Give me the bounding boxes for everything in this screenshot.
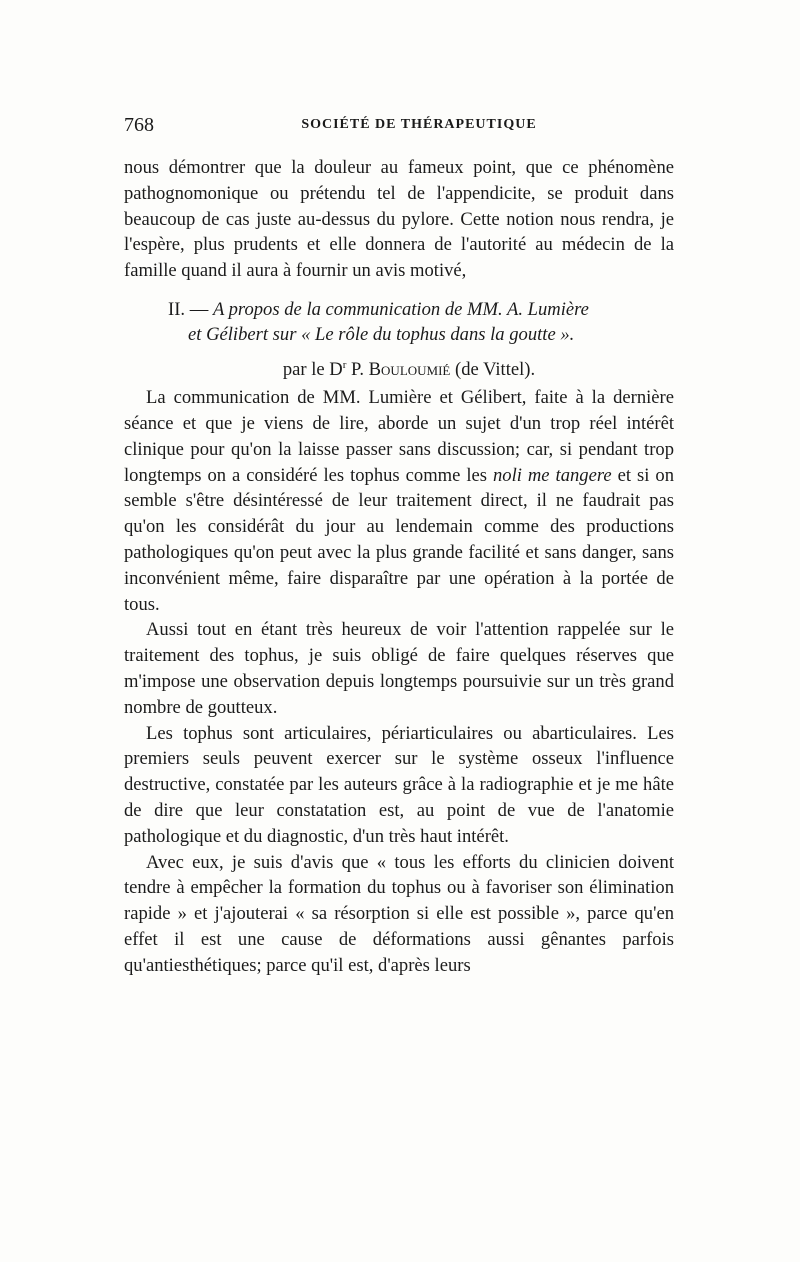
paragraph-2-text-a: La communication de MM. Lumière et Gélibert, faite à la dernière séance et que je viens de lire, aborde un sujet d'un trop réel intérêt clinique pour qu'on la laisse passer sans discussion; car, si pendant trop longtemps on a considéré les tophus comme les (124, 387, 674, 486)
author-name: Bouloumié (368, 359, 451, 381)
byline-title-suffix: r (342, 358, 347, 371)
byline-initial: P. (351, 359, 364, 381)
paragraph-2 (124, 385, 674, 617)
author-byline (124, 353, 674, 382)
section-heading (124, 297, 674, 347)
latin-phrase: noli me tangere (492, 464, 612, 486)
section-number: II. (168, 298, 186, 320)
running-title: SOCIÉTÉ DE THÉRAPEUTIQUE (301, 117, 537, 132)
paragraph-3: Aussi tout en étant très heureux de voir l'attention rappelée sur le traitement des tophus, je suis obligé de faire quelques réserves que m'impose une observation depuis longtemps poursuivie sur un très grand nombre de goutteux. (124, 619, 674, 718)
paragraph-4: Les tophus sont articulaires, périarticulaires ou abarticulaires. Les premiers seuls peuvent exercer sur le système osseux l'influence destructive, constatée par les auteurs grâce à la radiographie et je me hâte de dire que leur constatation est, au point de vue de l'anatomie pathologique et du diagnostic, d'un très haut intérêt. (124, 722, 674, 847)
section-title-line-1: A propos de la communication de MM. A. Lumière (212, 298, 589, 320)
paragraph-continued: nous démontrer que la douleur au fameux point, que ce phénomène pathognomonique ou prétendu tel de l'appendicite, se produit dans beaucoup de cas juste au-dessus du pylore. Cette notion nous rendra, je l'espère, plus prudents et elle donnera de l'autorité au médecin de la famille quand il aura à fournir un avis motivé, (124, 157, 674, 282)
paragraph-5: Avec eux, je suis d'avis que « tous les efforts du clinicien doivent tendre à empêcher la formation du tophus ou à favoriser son élimination rapide » et j'ajouterai « sa résorption si elle est possible », parce qu'en effet il est une cause de déformations aussi gênantes parfois qu'antiesthétiques; parce qu'il est, d'après leurs (124, 851, 674, 976)
section-title-line-2: et Gélibert sur « Le rôle du tophus dans la goutte ». (188, 323, 575, 345)
page-number: 768 (124, 114, 154, 136)
page-body (124, 155, 674, 979)
page-header (124, 114, 674, 138)
section-dash: — (189, 298, 209, 320)
author-place: (de Vittel). (455, 359, 536, 381)
byline-prefix: par le D (282, 359, 343, 381)
paragraph-2-text-b: et si on semble s'être désintéressé de leur traitement direct, il ne faudrait pas qu'on les considérât du jour au lendemain comme des productions pathologiques qu'on peut avec la plus grande facilité et sans danger, sans inconvénient même, faire disparaître par une opération à la portée de tous. (124, 464, 675, 615)
